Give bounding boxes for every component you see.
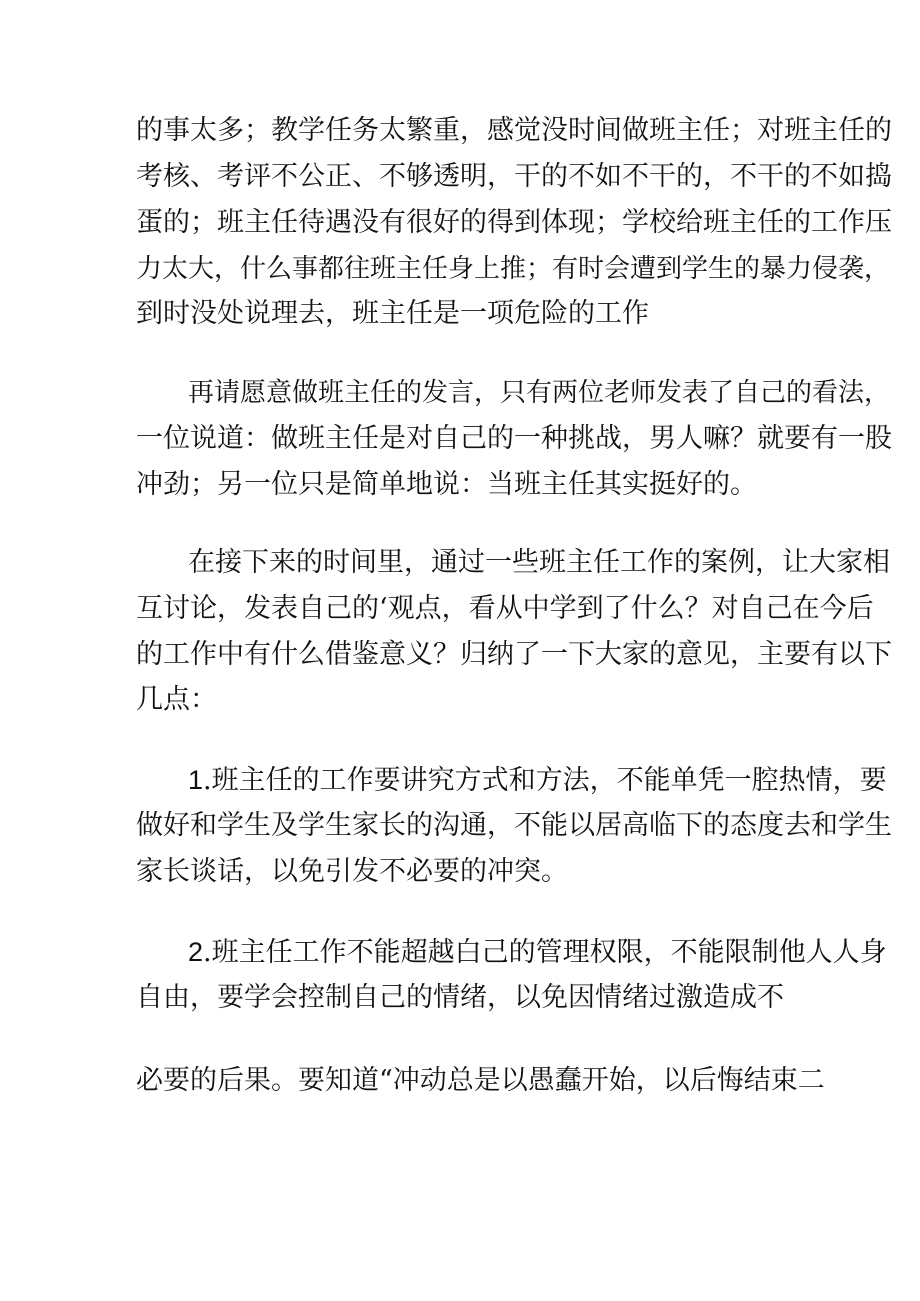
item-1-number: 1 xyxy=(188,765,204,795)
item-2-line-2: 自由，要学会控制自己的情绪，以免因情绪过激造成不 xyxy=(136,982,784,1013)
paragraph-2-line-3: 冲劲；另一位只是简单地说：当班主任其实挺好的。 xyxy=(136,469,757,500)
item-2-line-1 xyxy=(188,932,887,973)
paragraph-last-line-1: 必要的后果。要知道“冲动总是以愚蠢开始，以后悔结束二 xyxy=(136,1065,825,1096)
paragraph-2-line-1: 再请愿意做班主任的发言，只有两位老师发表了自己的看法， xyxy=(188,378,891,408)
item-1-text: .班主任的工作要讲究方式和方法，不能单凭一腔热情，要 xyxy=(203,765,887,796)
item-2-number: 2 xyxy=(188,937,204,967)
paragraph-3-line-4: 几点： xyxy=(136,684,217,715)
paragraph-3-line-2: 互讨论，发表自己的‘观点，看从中学到了什么？对自己在今后 xyxy=(136,593,874,624)
paragraph-1-line-1: 的事太多；教学任务太繁重，感觉没时间做班主任；对班主任的 xyxy=(136,115,892,146)
item-1-line-2: 做好和学生及学生家长的沟通，不能以居高临下的态度去和学生 xyxy=(136,810,892,841)
item-2-text: .班主任工作不能超越白己的管理权限，不能限制他人人身 xyxy=(203,937,887,968)
item-1-line-1 xyxy=(188,760,887,801)
paragraph-1-line-3: 蛋的；班主任待遇没有很好的得到体现；学校给班主任的工作压 xyxy=(136,207,892,238)
paragraph-1-line-2: 考核、考评不公正、不够透明，干的不如不干的，不干的不如捣 xyxy=(136,161,892,192)
paragraph-2-line-2: 一位说道：做班主任是对自己的一种挑战，男人嘛？就要有一股 xyxy=(136,423,892,454)
paragraph-1-line-4: 力太大，什么事都往班主任身上推；有时会遭到学生的暴力侵袭， xyxy=(136,254,891,284)
paragraph-3-line-3: 的工作中有什么借鉴意义？归纳了一下大家的意见，主要有以下 xyxy=(136,639,892,670)
paragraph-1-line-5: 到时没处说理去，班主任是一项危险的工作 xyxy=(136,298,649,329)
paragraph-3-line-1: 在接下来的时间里，通过一些班主任工作的案例，让大家相 xyxy=(188,547,890,578)
item-1-line-3: 家长谈话，以免引发不必要的冲突。 xyxy=(136,856,568,887)
